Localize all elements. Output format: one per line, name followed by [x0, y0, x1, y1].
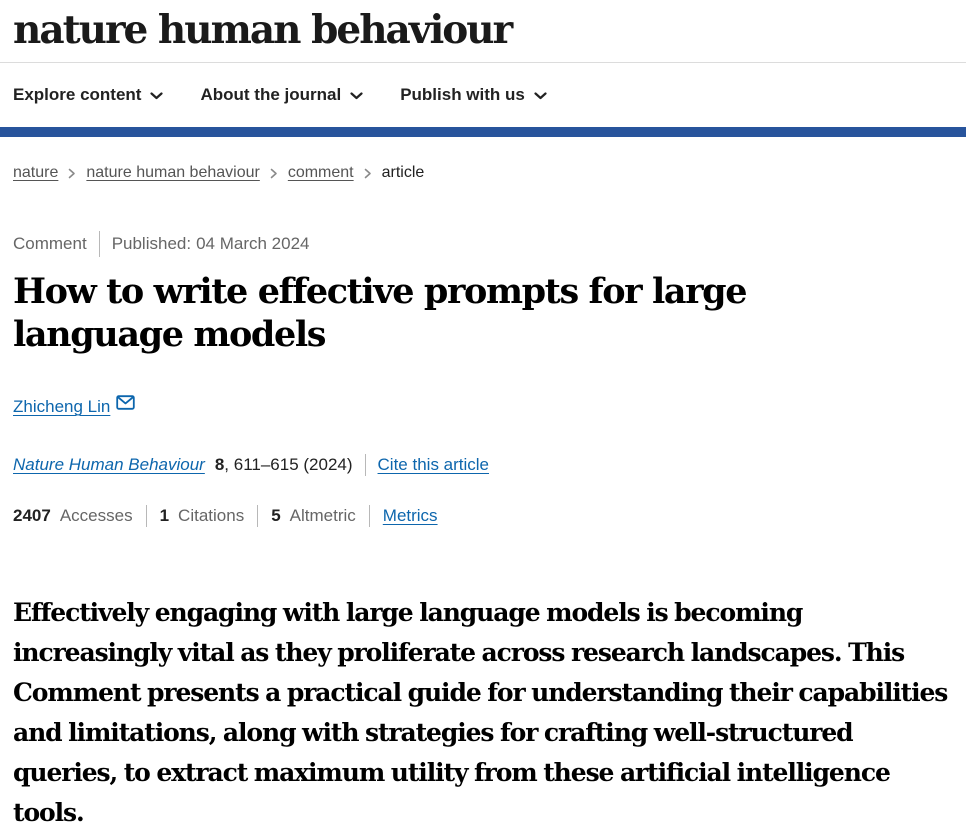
- published-date: 04 March 2024: [196, 234, 310, 253]
- divider: [146, 505, 147, 527]
- chevron-down-icon: [150, 92, 163, 100]
- metrics-row: [13, 505, 950, 527]
- article-meta-row: [13, 231, 950, 257]
- journal-link[interactable]: Nature Human Behaviour: [13, 455, 205, 474]
- breadcrumb-current-article: article: [381, 164, 425, 181]
- brand-color-bar: [0, 127, 966, 137]
- nav-item-label: About the journal: [200, 85, 342, 104]
- breadcrumb: [13, 164, 950, 182]
- article-page: [0, 164, 966, 833]
- breadcrumb-link-nature[interactable]: nature: [13, 164, 59, 181]
- author-row: [13, 397, 950, 417]
- primary-nav: [0, 63, 966, 127]
- citations-count: 1: [159, 506, 170, 525]
- chevron-right-icon: [68, 168, 76, 179]
- volume-number: 8: [214, 455, 225, 474]
- divider: [369, 505, 370, 527]
- citation-row: [13, 454, 950, 476]
- journal-logo[interactable]: nature human behaviour: [13, 7, 512, 53]
- page-title: How to write effective prompts for large language models: [13, 271, 747, 355]
- chevron-down-icon: [534, 92, 547, 100]
- article-type-label: Comment: [13, 234, 87, 253]
- cite-this-article-link[interactable]: Cite this article: [377, 455, 490, 474]
- chevron-right-icon: [364, 168, 372, 179]
- altmetric-count: 5: [271, 506, 281, 525]
- breadcrumb-link-comment[interactable]: comment: [287, 164, 354, 181]
- nav-item-label: Explore content: [13, 85, 142, 104]
- metrics-link[interactable]: Metrics: [382, 506, 438, 525]
- altmetric-label: Altmetric: [289, 506, 356, 525]
- pages-year: , 611–615 (2024): [224, 455, 353, 474]
- accesses-label: Accesses: [59, 506, 133, 525]
- nav-item-explore-content[interactable]: [13, 85, 163, 105]
- nav-item-publish-with-us[interactable]: [400, 85, 547, 105]
- published-label: Published:: [111, 234, 192, 253]
- divider: [99, 231, 100, 257]
- chevron-right-icon: [270, 168, 278, 179]
- chevron-down-icon: [350, 92, 363, 100]
- divider: [257, 505, 258, 527]
- nav-item-about-the-journal[interactable]: [200, 85, 363, 105]
- article-abstract: Effectively engaging with large language models is becoming increasingly vital as they proliferate across research landscapes. This Comment presents a practical guide for understanding their capabilities and limitations, along with strategies for crafting well-structured queries, to extract maximum utility from these artificial intelligence tools.: [13, 598, 948, 827]
- breadcrumb-link-nature-human-behaviour[interactable]: nature human behaviour: [86, 164, 260, 181]
- divider: [365, 454, 366, 476]
- accesses-count: 2407: [13, 506, 51, 525]
- citations-label: Citations: [178, 506, 245, 525]
- journal-header: [0, 0, 966, 62]
- nav-item-label: Publish with us: [400, 85, 525, 104]
- author-link[interactable]: Zhicheng Lin: [13, 397, 111, 416]
- email-envelope-icon[interactable]: [116, 395, 135, 410]
